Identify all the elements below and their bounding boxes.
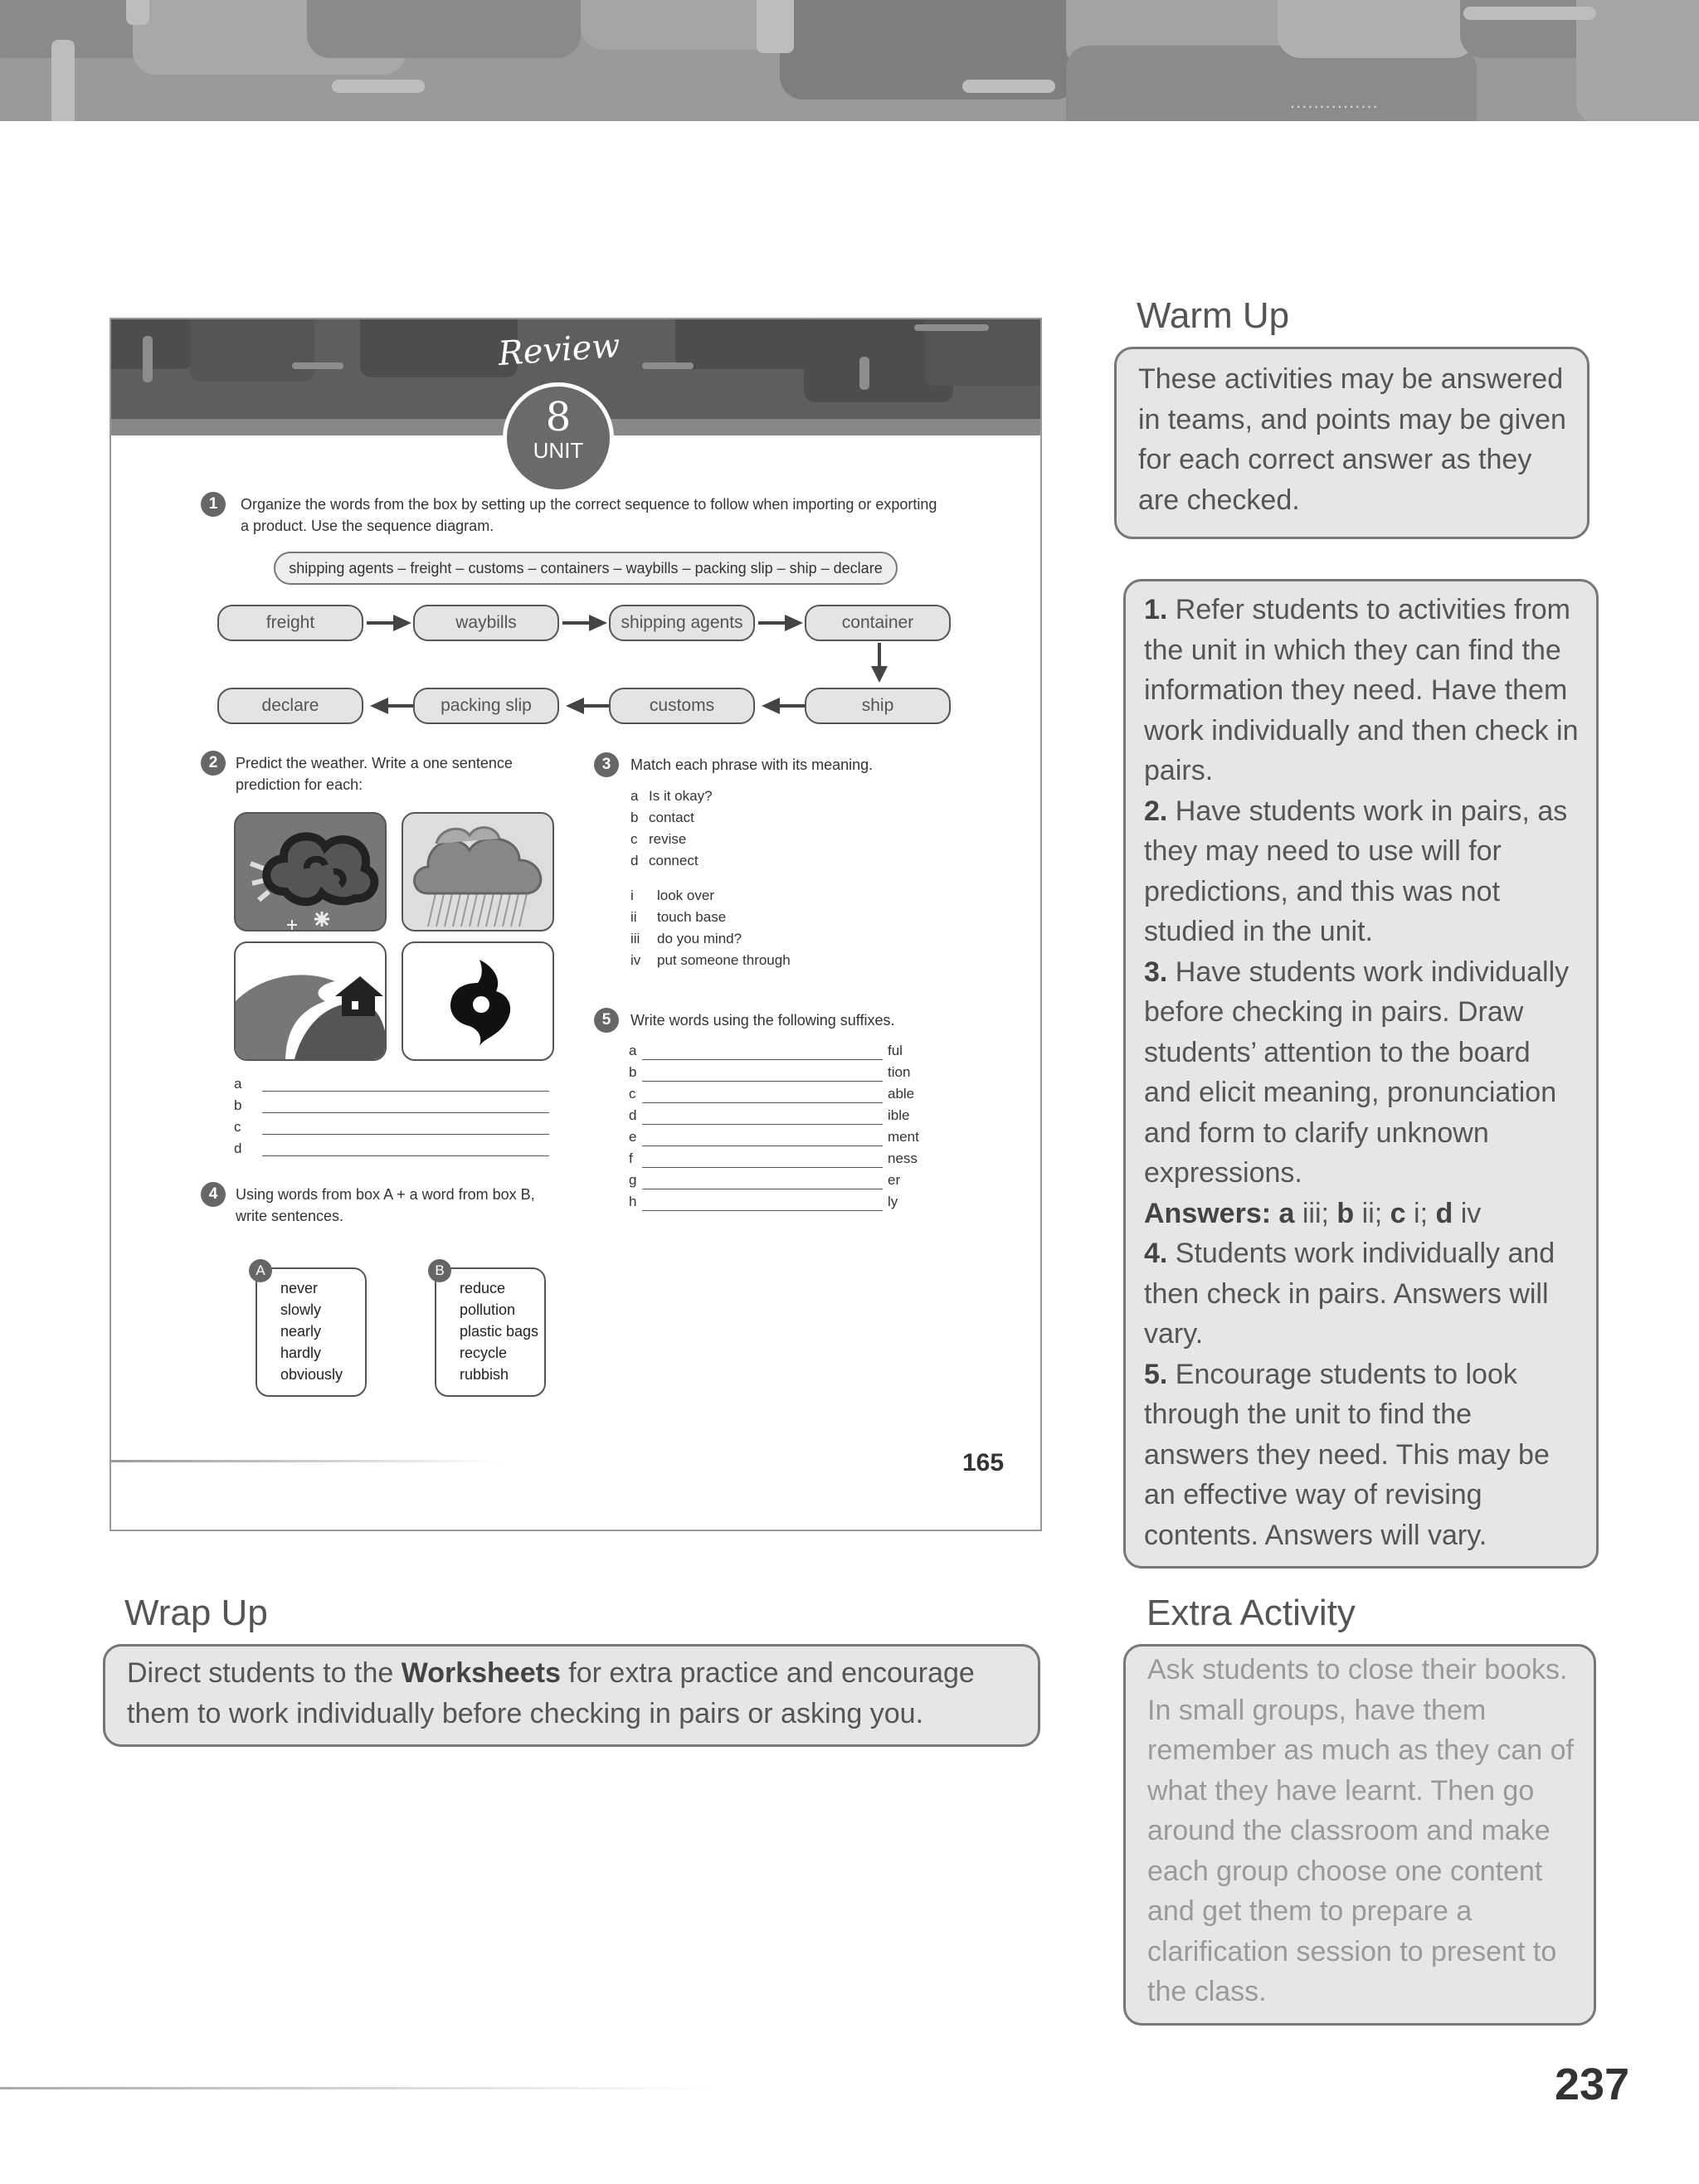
exercise-1-word-box: shipping agents – freight – customs – containers – waybills – packing slip – ship – declare bbox=[274, 552, 898, 585]
warm-up-text: These activities may be answered in teams, and points may be given for each correct answer as they are checked. bbox=[1138, 363, 1566, 516]
answers-label: Answers: a bbox=[1144, 1197, 1295, 1229]
box-a-word: slowly bbox=[280, 1301, 322, 1318]
answer-line-label: a bbox=[234, 1076, 242, 1092]
answer-line-label: b bbox=[234, 1097, 242, 1113]
review-title: Review bbox=[497, 326, 621, 374]
box-b-word: rubbish bbox=[460, 1366, 509, 1383]
note-4-number: 4. bbox=[1144, 1238, 1168, 1269]
exercise-2-instruction-line1: Predict the weather. Write a one sentence bbox=[236, 755, 513, 771]
unit-label: UNIT bbox=[533, 438, 584, 463]
note-5-number: 5. bbox=[1144, 1358, 1168, 1390]
student-page-preview bbox=[110, 318, 1042, 1531]
exercise-2-number: 2 bbox=[201, 751, 226, 776]
answer-line-label: c bbox=[234, 1119, 241, 1135]
wrap-up-panel bbox=[103, 1644, 1040, 1747]
extra-activity-text: Ask students to close their books. In small groups, have them remember as much as they can of what they have learnt. Then go around the classroom and make each group choose one content and get them to prepare a clarification session to present to the class. bbox=[1147, 1654, 1575, 2007]
activity-notes-text bbox=[1144, 590, 1581, 1555]
suffix-row-e[interactable]: e ment bbox=[629, 1129, 919, 1145]
answer-d-label: d bbox=[1435, 1197, 1453, 1229]
exercise-4-instruction-line2: write sentences. bbox=[236, 1208, 344, 1224]
suffix-row-d[interactable]: d ible bbox=[629, 1107, 910, 1123]
footer-line bbox=[0, 2087, 713, 2089]
suffix-row-g[interactable]: g er bbox=[629, 1172, 901, 1188]
banner-dots: ............... bbox=[1290, 91, 1379, 112]
worksheets-term: Worksheets bbox=[401, 1657, 561, 1689]
exercise-5-instruction: Write words using the following suffixes. bbox=[630, 1012, 895, 1029]
answer-c: i; bbox=[1405, 1197, 1436, 1229]
exercise-3-meanings bbox=[630, 885, 791, 971]
box-a-badge: A bbox=[249, 1259, 272, 1282]
wrap-up-text: Direct students to the Worksheets for extra practice and encourage them to work individually before checking in pairs or asking you. bbox=[127, 1657, 975, 1729]
weather-snow-sun-image bbox=[234, 812, 387, 931]
sequence-step-7: packing slip bbox=[413, 688, 559, 724]
exercise-1-instruction-line1: Organize the words from the box by setting up the correct sequence to follow when importing or exporting bbox=[241, 496, 937, 513]
answer-line-a[interactable] bbox=[234, 1074, 549, 1096]
box-b-badge: B bbox=[428, 1259, 451, 1282]
warm-up-heading: Warm Up bbox=[1137, 295, 1290, 336]
answer-line-c[interactable] bbox=[234, 1117, 549, 1139]
exercise-3-number: 3 bbox=[594, 752, 619, 777]
answer-line-b[interactable] bbox=[234, 1096, 549, 1117]
word-box-b bbox=[435, 1262, 546, 1397]
note-1-text: Refer students to activities from the unit in which they can find the information they need. Have them work individually and then check in pairs. bbox=[1144, 594, 1579, 786]
note-1-number: 1. bbox=[1144, 594, 1168, 625]
weather-rain-cloud-image bbox=[402, 812, 554, 931]
phrase-item: a Is it okay? bbox=[630, 788, 713, 804]
suffix-row-c[interactable]: c able bbox=[629, 1086, 915, 1102]
box-b-word: recycle bbox=[460, 1345, 508, 1361]
student-page-number: 165 bbox=[962, 1449, 1005, 1476]
box-a-word: obviously bbox=[280, 1366, 343, 1383]
answer-line-label: d bbox=[234, 1141, 242, 1156]
phrase-item: c revise bbox=[630, 831, 687, 847]
sequence-step-3: shipping agents bbox=[609, 605, 755, 641]
suffix-row-b[interactable]: b tion bbox=[629, 1064, 911, 1080]
exercise-5-number: 5 bbox=[594, 1008, 619, 1033]
box-a-word: hardly bbox=[280, 1345, 322, 1361]
exercise-4-instruction-line1: Using words from box A + a word from box B, bbox=[236, 1186, 535, 1203]
sequence-step-4: container bbox=[805, 605, 951, 641]
phrase-item: b contact bbox=[630, 810, 694, 825]
answer-line-d[interactable] bbox=[234, 1139, 549, 1160]
weather-hurricane-image bbox=[402, 941, 554, 1061]
student-page-footer-line bbox=[111, 1460, 501, 1462]
note-2-text: Have students work in pairs, as they may need to use will for predictions, and this was not studied in the unit. bbox=[1144, 795, 1568, 947]
meaning-item: i look over bbox=[630, 888, 714, 903]
suffix-row-f[interactable]: f ness bbox=[629, 1150, 918, 1166]
meaning-item: iv put someone through bbox=[630, 952, 791, 968]
suffix-row-h[interactable]: h ly bbox=[629, 1194, 898, 1209]
page-number: 237 bbox=[1555, 2060, 1630, 2109]
box-b-word: pollution bbox=[460, 1301, 516, 1318]
answer-b-label: b bbox=[1336, 1197, 1355, 1229]
answer-d: iv bbox=[1453, 1197, 1482, 1229]
exercise-1-instruction-line2: a product. Use the sequence diagram. bbox=[241, 518, 494, 534]
activity-notes-panel bbox=[1123, 579, 1599, 1569]
exercise-4-number: 4 bbox=[201, 1182, 226, 1207]
sequence-step-5: ship bbox=[805, 688, 951, 724]
box-b-word: plastic bags bbox=[460, 1323, 539, 1340]
word-box-a bbox=[256, 1262, 367, 1397]
box-a-word: never bbox=[280, 1280, 319, 1296]
warm-up-panel bbox=[1114, 347, 1589, 539]
exercise-3-instruction: Match each phrase with its meaning. bbox=[630, 756, 874, 773]
sequence-step-6: customs bbox=[609, 688, 755, 724]
exercise-3-phrases bbox=[630, 786, 713, 872]
extra-activity-panel bbox=[1123, 1644, 1596, 2026]
exercise-1-number: 1 bbox=[201, 492, 226, 517]
note-3-text: Have students work individually before checking in pairs. Draw students’ attention to the board and elicit meaning, pronunciation and form to clarify unknown expressions. bbox=[1144, 956, 1570, 1189]
suffix-row-a[interactable]: a ful bbox=[629, 1043, 903, 1058]
phrase-item: d connect bbox=[630, 853, 699, 868]
answer-b: ii; bbox=[1354, 1197, 1390, 1229]
answer-c-label: c bbox=[1390, 1197, 1406, 1229]
note-5-text: Encourage students to look through the unit to find the answers they need. This may be an effective way of revising contents. Answers will vary. bbox=[1144, 1358, 1550, 1551]
sequence-arrows bbox=[111, 319, 1042, 751]
meaning-item: ii touch base bbox=[630, 909, 727, 925]
unit-number: 8 bbox=[545, 394, 572, 440]
header-banner bbox=[0, 0, 1699, 121]
exercise-2-instruction-line2: prediction for each: bbox=[236, 776, 363, 793]
wrap-up-heading: Wrap Up bbox=[124, 1593, 268, 1633]
note-4-text: Students work individually and then check in pairs. Answers will vary. bbox=[1144, 1238, 1555, 1350]
sequence-step-8: declare bbox=[217, 688, 363, 724]
box-b-word: reduce bbox=[460, 1280, 506, 1296]
weather-storm-wave-image bbox=[234, 941, 387, 1061]
note-2-number: 2. bbox=[1144, 795, 1168, 827]
note-3-number: 3. bbox=[1144, 956, 1168, 988]
box-a-word: nearly bbox=[280, 1323, 322, 1340]
meaning-item: iii do you mind? bbox=[630, 931, 742, 946]
extra-activity-heading: Extra Activity bbox=[1146, 1593, 1356, 1633]
answer-a: iii; bbox=[1294, 1197, 1337, 1229]
sequence-step-1: freight bbox=[217, 605, 363, 641]
sequence-step-2: waybills bbox=[413, 605, 559, 641]
